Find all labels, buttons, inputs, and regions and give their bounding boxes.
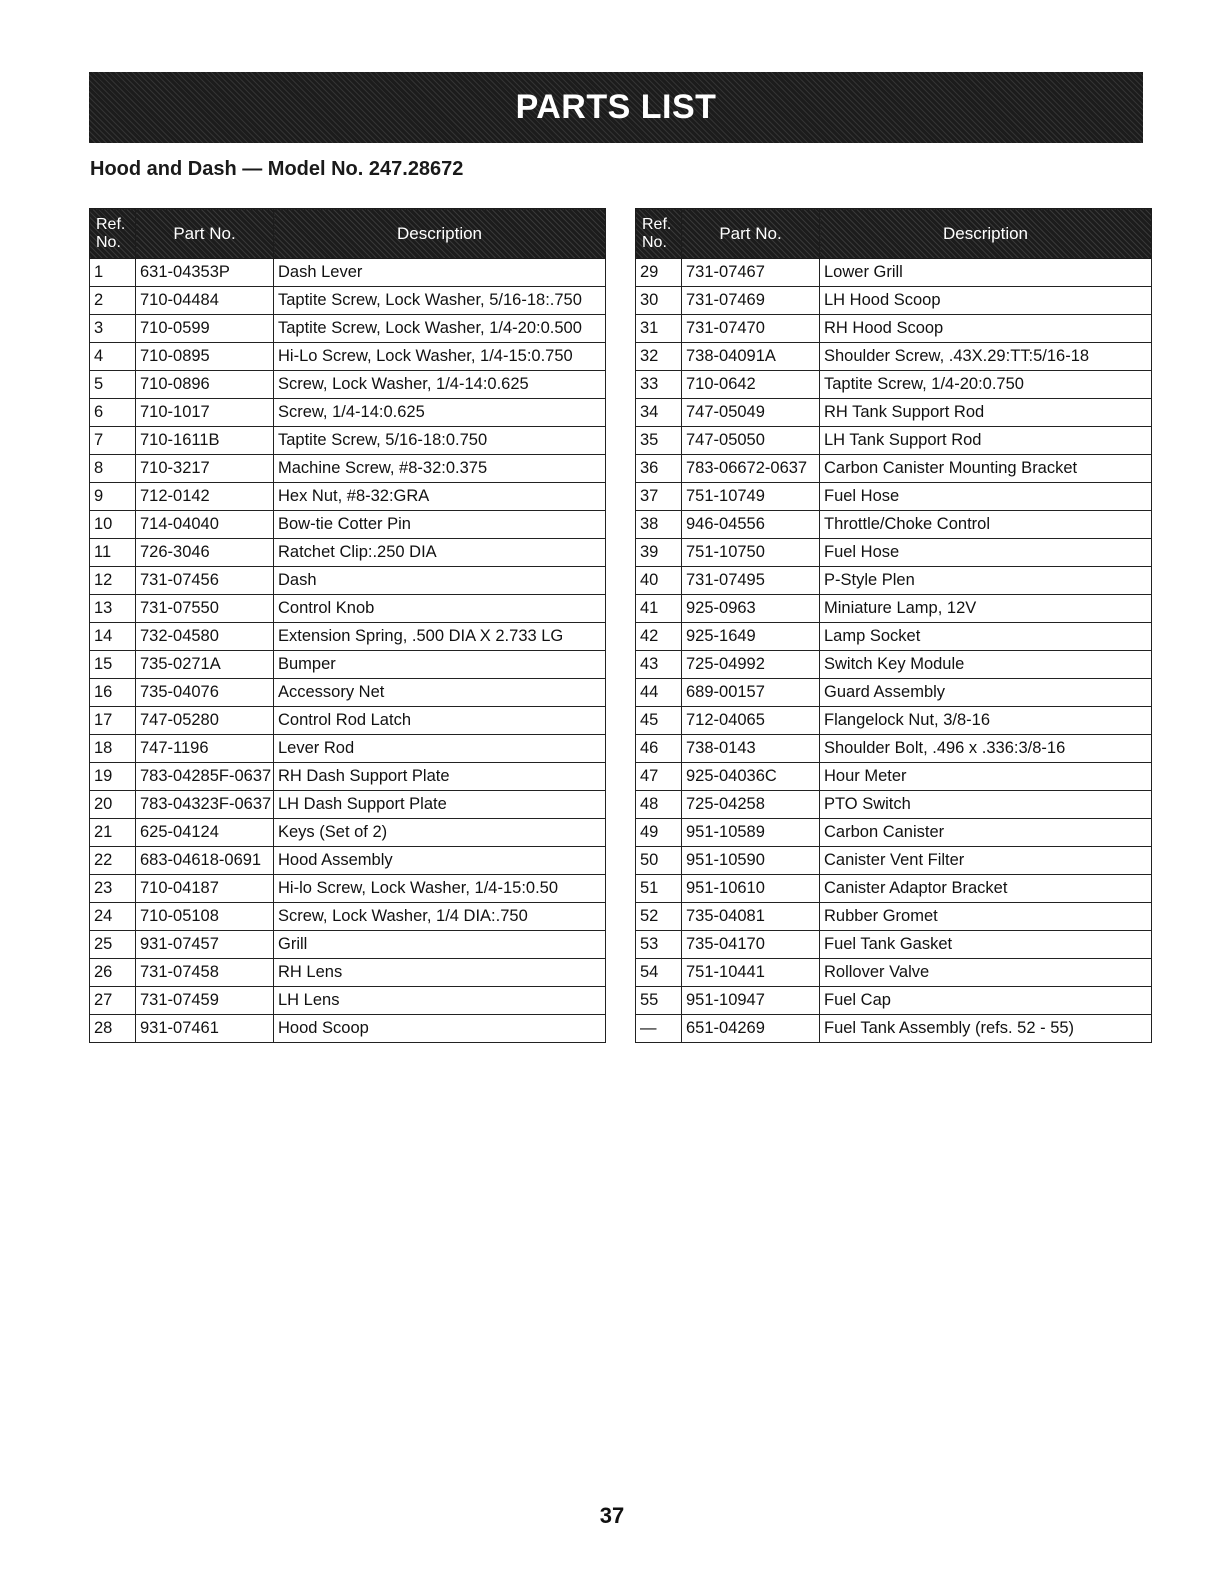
- description-cell: RH Lens: [274, 959, 606, 987]
- part-no-cell: 710-0895: [136, 343, 274, 371]
- table-row: [636, 959, 1152, 987]
- table-row: [90, 343, 606, 371]
- part-no-cell: 731-07458: [136, 959, 274, 987]
- table-row: [90, 959, 606, 987]
- ref-no-cell: 5: [90, 371, 136, 399]
- part-no-cell: 731-07456: [136, 567, 274, 595]
- table-row: [636, 427, 1152, 455]
- ref-no-cell: 13: [90, 595, 136, 623]
- ref-no-cell: 52: [636, 903, 682, 931]
- part-no-cell: 710-1611B: [136, 427, 274, 455]
- part-no-cell: 710-3217: [136, 455, 274, 483]
- description-cell: Ratchet Clip:.250 DIA: [274, 539, 606, 567]
- part-no-cell: 689-00157: [682, 679, 820, 707]
- part-no-cell: 651-04269: [682, 1015, 820, 1043]
- part-no-cell: 747-05049: [682, 399, 820, 427]
- table-row: [90, 259, 606, 287]
- ref-no-cell: 11: [90, 539, 136, 567]
- ref-no-cell: 48: [636, 791, 682, 819]
- part-no-cell: 931-07457: [136, 931, 274, 959]
- description-cell: P-Style Plen: [820, 567, 1152, 595]
- ref-no-cell: 46: [636, 735, 682, 763]
- part-no-cell: 751-10441: [682, 959, 820, 987]
- ref-no-cell: —: [636, 1015, 682, 1043]
- ref-no-cell: 47: [636, 763, 682, 791]
- description-cell: Canister Vent Filter: [820, 847, 1152, 875]
- table-row: [636, 791, 1152, 819]
- header-part-no: Part No.: [136, 209, 274, 259]
- description-cell: Lamp Socket: [820, 623, 1152, 651]
- table-row: [636, 399, 1152, 427]
- description-cell: RH Dash Support Plate: [274, 763, 606, 791]
- table-row: [90, 707, 606, 735]
- section-title: Hood and Dash — Model No. 247.28672: [90, 158, 464, 180]
- description-cell: Hood Scoop: [274, 1015, 606, 1043]
- ref-no-cell: 16: [90, 679, 136, 707]
- part-no-cell: 731-07495: [682, 567, 820, 595]
- ref-no-cell: 36: [636, 455, 682, 483]
- description-cell: Bow-tie Cotter Pin: [274, 511, 606, 539]
- description-cell: Taptite Screw, Lock Washer, 5/16-18:.750: [274, 287, 606, 315]
- description-cell: Keys (Set of 2): [274, 819, 606, 847]
- part-no-cell: 951-10590: [682, 847, 820, 875]
- description-cell: Fuel Tank Assembly (refs. 52 - 55): [820, 1015, 1152, 1043]
- part-no-cell: 783-06672-0637: [682, 455, 820, 483]
- ref-no-cell: 7: [90, 427, 136, 455]
- table-row: [90, 371, 606, 399]
- table-row: [90, 511, 606, 539]
- table-row: [636, 987, 1152, 1015]
- ref-no-cell: 15: [90, 651, 136, 679]
- part-no-cell: 747-05050: [682, 427, 820, 455]
- description-cell: RH Tank Support Rod: [820, 399, 1152, 427]
- ref-no-cell: 38: [636, 511, 682, 539]
- part-no-cell: 751-10750: [682, 539, 820, 567]
- description-cell: Canister Adaptor Bracket: [820, 875, 1152, 903]
- description-cell: Fuel Hose: [820, 483, 1152, 511]
- ref-no-cell: 28: [90, 1015, 136, 1043]
- description-cell: Fuel Tank Gasket: [820, 931, 1152, 959]
- ref-no-cell: 26: [90, 959, 136, 987]
- table-row: [90, 651, 606, 679]
- part-no-cell: 751-10749: [682, 483, 820, 511]
- table-row: [90, 847, 606, 875]
- description-cell: Screw, 1/4-14:0.625: [274, 399, 606, 427]
- part-no-cell: 710-1017: [136, 399, 274, 427]
- ref-no-cell: 29: [636, 259, 682, 287]
- parts-table-left-body: [90, 259, 606, 1043]
- ref-no-cell: 34: [636, 399, 682, 427]
- part-no-cell: 783-04323F-0637: [136, 791, 274, 819]
- ref-no-cell: 18: [90, 735, 136, 763]
- table-row: [636, 539, 1152, 567]
- part-no-cell: 747-1196: [136, 735, 274, 763]
- part-no-cell: 731-07467: [682, 259, 820, 287]
- description-cell: Accessory Net: [274, 679, 606, 707]
- parts-list-banner: [89, 72, 1143, 143]
- ref-no-cell: 31: [636, 315, 682, 343]
- table-row: [636, 315, 1152, 343]
- part-no-cell: 710-04484: [136, 287, 274, 315]
- ref-no-cell: 50: [636, 847, 682, 875]
- description-cell: Screw, Lock Washer, 1/4 DIA:.750: [274, 903, 606, 931]
- part-no-cell: 725-04992: [682, 651, 820, 679]
- description-cell: Taptite Screw, 1/4-20:0.750: [820, 371, 1152, 399]
- part-no-cell: 735-0271A: [136, 651, 274, 679]
- description-cell: Switch Key Module: [820, 651, 1152, 679]
- description-cell: Carbon Canister: [820, 819, 1152, 847]
- table-row: [90, 679, 606, 707]
- description-cell: Dash Lever: [274, 259, 606, 287]
- description-cell: Shoulder Bolt, .496 x .336:3/8-16: [820, 735, 1152, 763]
- part-no-cell: 925-1649: [682, 623, 820, 651]
- table-row: [636, 679, 1152, 707]
- ref-no-cell: 10: [90, 511, 136, 539]
- ref-no-cell: 1: [90, 259, 136, 287]
- table-row: [636, 623, 1152, 651]
- ref-no-cell: 37: [636, 483, 682, 511]
- ref-no-cell: 55: [636, 987, 682, 1015]
- table-row: [636, 511, 1152, 539]
- table-row: [636, 651, 1152, 679]
- part-no-cell: 732-04580: [136, 623, 274, 651]
- description-cell: Machine Screw, #8-32:0.375: [274, 455, 606, 483]
- description-cell: Hex Nut, #8-32:GRA: [274, 483, 606, 511]
- table-row: [636, 567, 1152, 595]
- table-row: [90, 315, 606, 343]
- table-row: [90, 791, 606, 819]
- table-row: [90, 567, 606, 595]
- part-no-cell: 726-3046: [136, 539, 274, 567]
- header-ref-no: Ref. No.: [636, 209, 682, 259]
- ref-no-cell: 51: [636, 875, 682, 903]
- ref-no-cell: 9: [90, 483, 136, 511]
- banner-title: PARTS LIST: [515, 88, 717, 126]
- description-cell: Fuel Cap: [820, 987, 1152, 1015]
- ref-no-cell: 21: [90, 819, 136, 847]
- part-no-cell: 731-07469: [682, 287, 820, 315]
- table-row: [636, 735, 1152, 763]
- description-cell: Hood Assembly: [274, 847, 606, 875]
- ref-no-cell: 44: [636, 679, 682, 707]
- part-no-cell: 738-0143: [682, 735, 820, 763]
- table-row: [636, 343, 1152, 371]
- ref-no-cell: 14: [90, 623, 136, 651]
- description-cell: Hi-lo Screw, Lock Washer, 1/4-15:0.50: [274, 875, 606, 903]
- part-no-cell: 747-05280: [136, 707, 274, 735]
- ref-no-cell: 6: [90, 399, 136, 427]
- table-row: [636, 371, 1152, 399]
- table-header-row: [636, 209, 1152, 259]
- description-cell: Taptite Screw, 5/16-18:0.750: [274, 427, 606, 455]
- table-row: [636, 847, 1152, 875]
- table-header-row: [90, 209, 606, 259]
- table-row: [636, 763, 1152, 791]
- ref-no-cell: 8: [90, 455, 136, 483]
- part-no-cell: 951-10947: [682, 987, 820, 1015]
- table-row: [636, 875, 1152, 903]
- ref-no-cell: 41: [636, 595, 682, 623]
- description-cell: Rollover Valve: [820, 959, 1152, 987]
- ref-no-cell: 33: [636, 371, 682, 399]
- table-row: [90, 595, 606, 623]
- part-no-cell: 925-0963: [682, 595, 820, 623]
- ref-no-cell: 53: [636, 931, 682, 959]
- description-cell: LH Dash Support Plate: [274, 791, 606, 819]
- part-no-cell: 738-04091A: [682, 343, 820, 371]
- ref-no-cell: 35: [636, 427, 682, 455]
- table-row: [90, 483, 606, 511]
- description-cell: Control Knob: [274, 595, 606, 623]
- description-cell: Screw, Lock Washer, 1/4-14:0.625: [274, 371, 606, 399]
- ref-no-cell: 30: [636, 287, 682, 315]
- ref-no-cell: 2: [90, 287, 136, 315]
- part-no-cell: 710-04187: [136, 875, 274, 903]
- description-cell: Taptite Screw, Lock Washer, 1/4-20:0.500: [274, 315, 606, 343]
- ref-no-cell: 32: [636, 343, 682, 371]
- header-ref-no: Ref. No.: [90, 209, 136, 259]
- part-no-cell: 931-07461: [136, 1015, 274, 1043]
- description-cell: LH Tank Support Rod: [820, 427, 1152, 455]
- table-row: [636, 287, 1152, 315]
- table-row: [90, 1015, 606, 1043]
- table-row: [90, 623, 606, 651]
- ref-no-cell: 39: [636, 539, 682, 567]
- description-cell: Shoulder Screw, .43X.29:TT:5/16-18: [820, 343, 1152, 371]
- ref-no-cell: 19: [90, 763, 136, 791]
- description-cell: Throttle/Choke Control: [820, 511, 1152, 539]
- page-number: 37: [599, 1503, 625, 1528]
- part-no-cell: 710-0642: [682, 371, 820, 399]
- ref-no-cell: 3: [90, 315, 136, 343]
- ref-no-cell: 4: [90, 343, 136, 371]
- description-cell: Dash: [274, 567, 606, 595]
- table-row: [90, 399, 606, 427]
- parts-table-left: [89, 208, 606, 1043]
- part-no-cell: 725-04258: [682, 791, 820, 819]
- part-no-cell: 951-10589: [682, 819, 820, 847]
- ref-no-cell: 42: [636, 623, 682, 651]
- description-cell: Carbon Canister Mounting Bracket: [820, 455, 1152, 483]
- description-cell: Fuel Hose: [820, 539, 1152, 567]
- description-cell: Miniature Lamp, 12V: [820, 595, 1152, 623]
- table-row: [636, 483, 1152, 511]
- description-cell: Rubber Gromet: [820, 903, 1152, 931]
- part-no-cell: 735-04081: [682, 903, 820, 931]
- table-row: [90, 763, 606, 791]
- part-no-cell: 925-04036C: [682, 763, 820, 791]
- description-cell: PTO Switch: [820, 791, 1152, 819]
- part-no-cell: 683-04618-0691: [136, 847, 274, 875]
- description-cell: Hi-Lo Screw, Lock Washer, 1/4-15:0.750: [274, 343, 606, 371]
- part-no-cell: 631-04353P: [136, 259, 274, 287]
- ref-no-cell: 22: [90, 847, 136, 875]
- table-row: [636, 595, 1152, 623]
- ref-no-cell: 20: [90, 791, 136, 819]
- description-cell: Bumper: [274, 651, 606, 679]
- description-cell: RH Hood Scoop: [820, 315, 1152, 343]
- ref-no-cell: 25: [90, 931, 136, 959]
- table-row: [636, 931, 1152, 959]
- ref-no-cell: 24: [90, 903, 136, 931]
- header-description: Description: [820, 209, 1152, 259]
- table-row: [90, 427, 606, 455]
- ref-no-cell: 43: [636, 651, 682, 679]
- part-no-cell: 712-04065: [682, 707, 820, 735]
- description-cell: Extension Spring, .500 DIA X 2.733 LG: [274, 623, 606, 651]
- table-row: [90, 287, 606, 315]
- header-description: Description: [274, 209, 606, 259]
- description-cell: Hour Meter: [820, 763, 1152, 791]
- ref-no-cell: 49: [636, 819, 682, 847]
- part-no-cell: 710-0896: [136, 371, 274, 399]
- header-part-no: Part No.: [682, 209, 820, 259]
- part-no-cell: 714-04040: [136, 511, 274, 539]
- part-no-cell: 712-0142: [136, 483, 274, 511]
- part-no-cell: 946-04556: [682, 511, 820, 539]
- description-cell: Control Rod Latch: [274, 707, 606, 735]
- parts-table-right: [635, 208, 1152, 1043]
- description-cell: Lever Rod: [274, 735, 606, 763]
- table-row: [90, 539, 606, 567]
- table-row: [636, 455, 1152, 483]
- table-row: [90, 455, 606, 483]
- ref-no-cell: 23: [90, 875, 136, 903]
- part-no-cell: 731-07470: [682, 315, 820, 343]
- part-no-cell: 951-10610: [682, 875, 820, 903]
- ref-no-cell: 27: [90, 987, 136, 1015]
- part-no-cell: 710-0599: [136, 315, 274, 343]
- parts-table-right-body: [636, 259, 1152, 1043]
- table-row: [90, 903, 606, 931]
- table-row: [636, 1015, 1152, 1043]
- table-row: [90, 735, 606, 763]
- part-no-cell: 710-05108: [136, 903, 274, 931]
- description-cell: Lower Grill: [820, 259, 1152, 287]
- table-row: [90, 819, 606, 847]
- table-row: [636, 903, 1152, 931]
- part-no-cell: 735-04170: [682, 931, 820, 959]
- ref-no-cell: 17: [90, 707, 136, 735]
- description-cell: Guard Assembly: [820, 679, 1152, 707]
- description-cell: Grill: [274, 931, 606, 959]
- ref-no-cell: 12: [90, 567, 136, 595]
- part-no-cell: 731-07550: [136, 595, 274, 623]
- description-cell: LH Lens: [274, 987, 606, 1015]
- part-no-cell: 735-04076: [136, 679, 274, 707]
- ref-no-cell: 45: [636, 707, 682, 735]
- ref-no-cell: 54: [636, 959, 682, 987]
- description-cell: Flangelock Nut, 3/8-16: [820, 707, 1152, 735]
- part-no-cell: 625-04124: [136, 819, 274, 847]
- description-cell: LH Hood Scoop: [820, 287, 1152, 315]
- ref-no-cell: 40: [636, 567, 682, 595]
- part-no-cell: 783-04285F-0637: [136, 763, 274, 791]
- table-row: [90, 987, 606, 1015]
- table-row: [636, 259, 1152, 287]
- table-row: [636, 819, 1152, 847]
- table-row: [90, 875, 606, 903]
- part-no-cell: 731-07459: [136, 987, 274, 1015]
- table-row: [90, 931, 606, 959]
- table-row: [636, 707, 1152, 735]
